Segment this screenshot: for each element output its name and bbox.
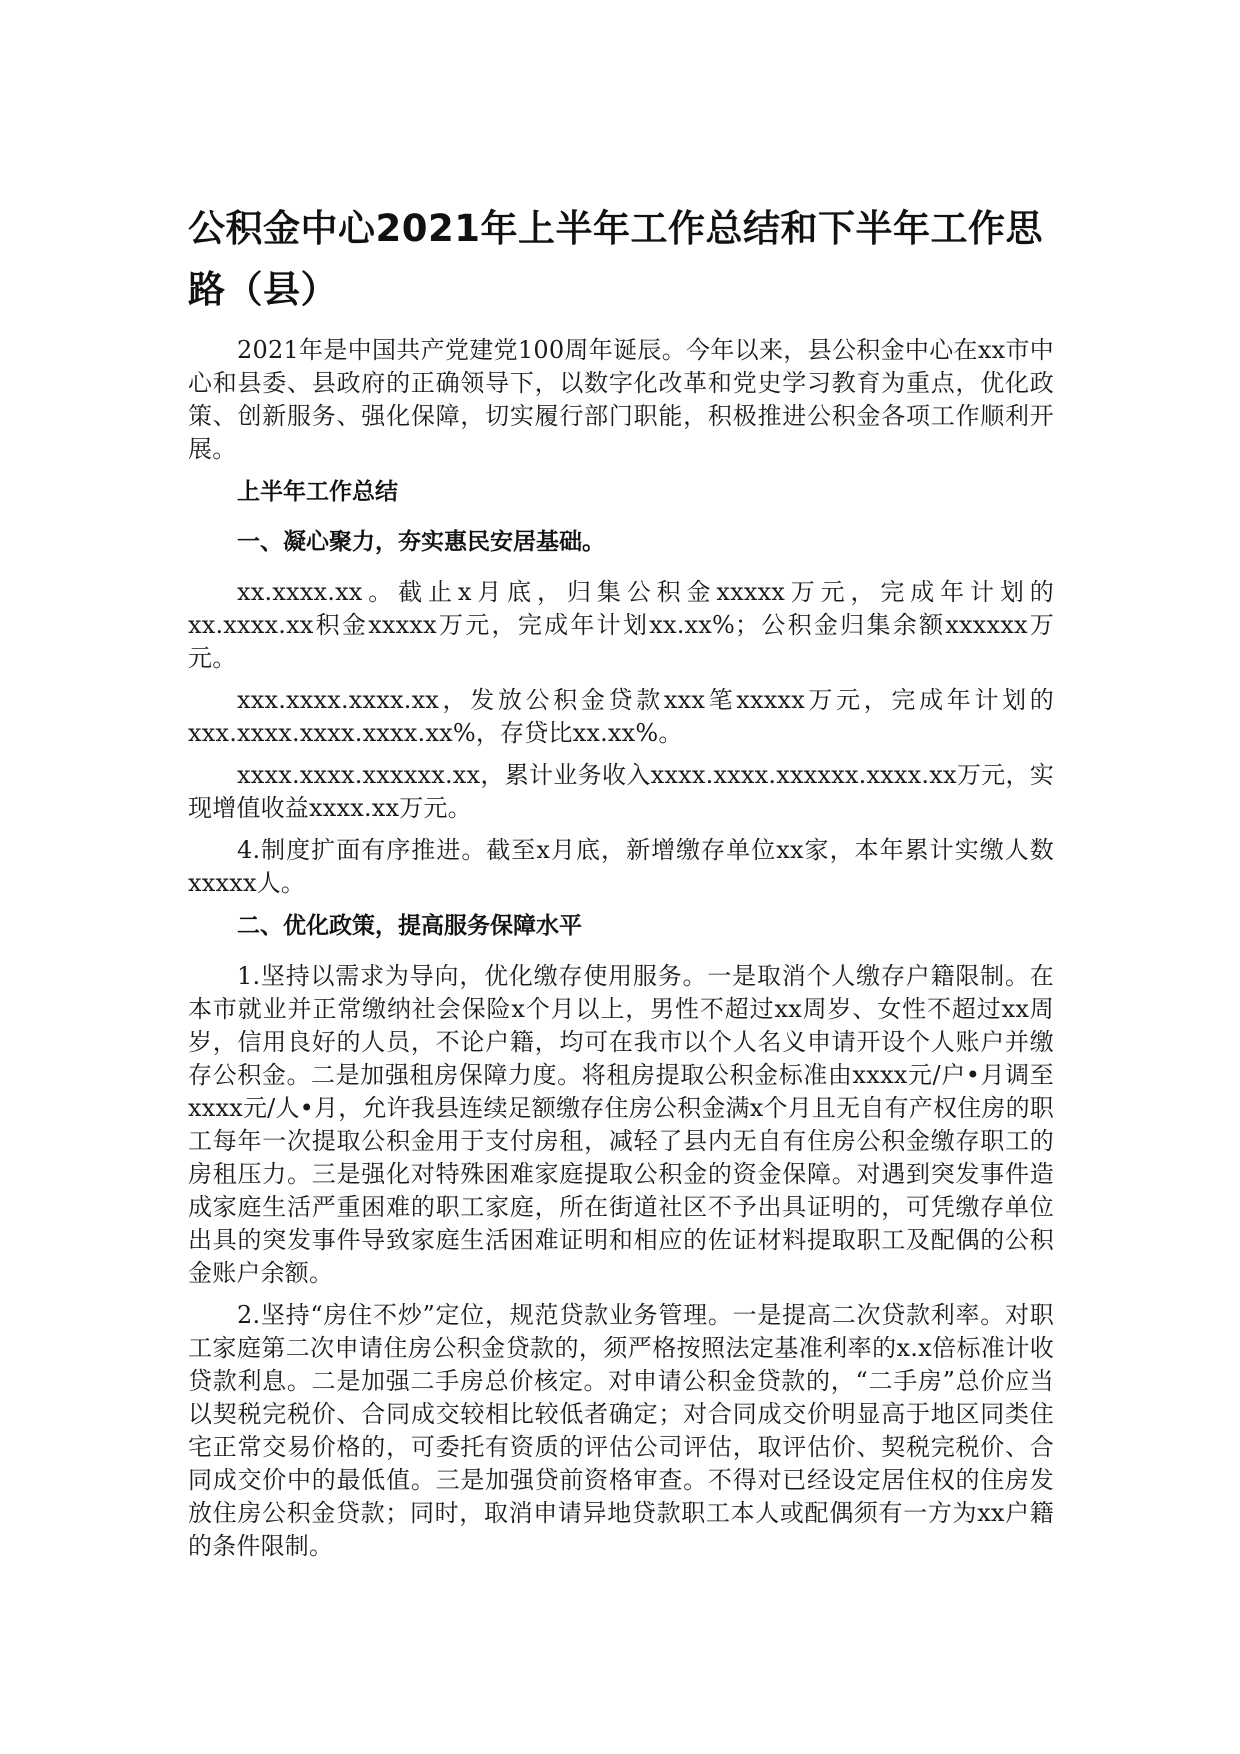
document-body [188,198,1054,1572]
document-title: 公积金中心2021年上半年工作总结和下半年工作思路（县） [188,207,1043,311]
section-2-paragraph-2: 2.坚持“房住不炒”定位，规范贷款业务管理。一是提高二次贷款利率。对职工家庭第二次申请住房公积金贷款的，须严格按照法定基准利率的x.x倍标准计收贷款利息。二是加强二手房总价核定。对申请公积金贷款的，“二手房”总价应当以契税完税价、合同成交较相比较低者确定；对合同成交价明显高于地区同类住宅正常交易价格的，可委托有资质的评估公司评估，取评估价、契税完税价、合同成交价中的最低值。三是加强贷前资格审查。不得对已经设定居住权的住房发放住房公积金贷款；同时，取消申请异地贷款职工本人或配偶须有一方为xx户籍的条件限制。 [188,1301,1054,1560]
section-1-paragraph-2: xxx.xxxx.xxxx.xx，发放公积金贷款xxx笔xxxxx万元，完成年计划的xxx.xxxx.xxxx.xxxx.xx%，存贷比xx.xx%。 [188,686,1054,747]
section-1-paragraph-3: xxxx.xxxx.xxxxxx.xx，累计业务收入xxxx.xxxx.xxxxxx.xxxx.xx万元，实现增值收益xxxx.xx万元。 [188,761,1054,822]
section-2-heading: 二、优化政策，提高服务保障水平 [237,913,582,939]
section-2-paragraph-1: 1.坚持以需求为导向，优化缴存使用服务。一是取消个人缴存户籍限制。在本市就业并正常缴纳社会保险x个月以上，男性不超过xx周岁、女性不超过xx周岁，信用良好的人员，不论户籍，均可在我市以个人名义申请开设个人账户并缴存公积金。二是加强租房保障力度。将租房提取公积金标准由xxxx元/户•月调至xxxx元/人•月，允许我县连续足额缴存住房公积金满x个月且无自有产权住房的职工每年一次提取公积金用于支付房租，减轻了县内无自有住房公积金缴存职工的房租压力。三是强化对特殊困难家庭提取公积金的资金保障。对遇到突发事件造成家庭生活严重困难的职工家庭，所在街道社区不予出具证明的，可凭缴存单位出具的突发事件导致家庭生活困难证明和相应的佐证材料提取职工及配偶的公积金账户余额。 [188,962,1054,1287]
section-1-paragraph-4: 4.制度扩面有序推进。截至x月底，新增缴存单位xx家，本年累计实缴人数xxxxx人。 [188,836,1054,897]
section-1-heading: 一、凝心聚力，夯实惠民安居基础。 [237,529,605,555]
section-1-paragraph-1: xx.xxxx.xx。截止x月底，归集公积金xxxxx万元，完成年计划的xx.xxxx.xx积金xxxxx万元，完成年计划xx.xx%；公积金归集余额xxxxxx万元。 [188,578,1054,672]
intro-paragraph: 2021年是中国共产党建党100周年诞辰。今年以来，县公积金中心在xx市中心和县委、县政府的正确领导下，以数字化改革和党史学习教育为重点，优化政策、创新服务、强化保障，切实履行部门职能，积极推进公积金各项工作顺利开展。 [188,336,1054,463]
section-title: 上半年工作总结 [237,479,398,505]
